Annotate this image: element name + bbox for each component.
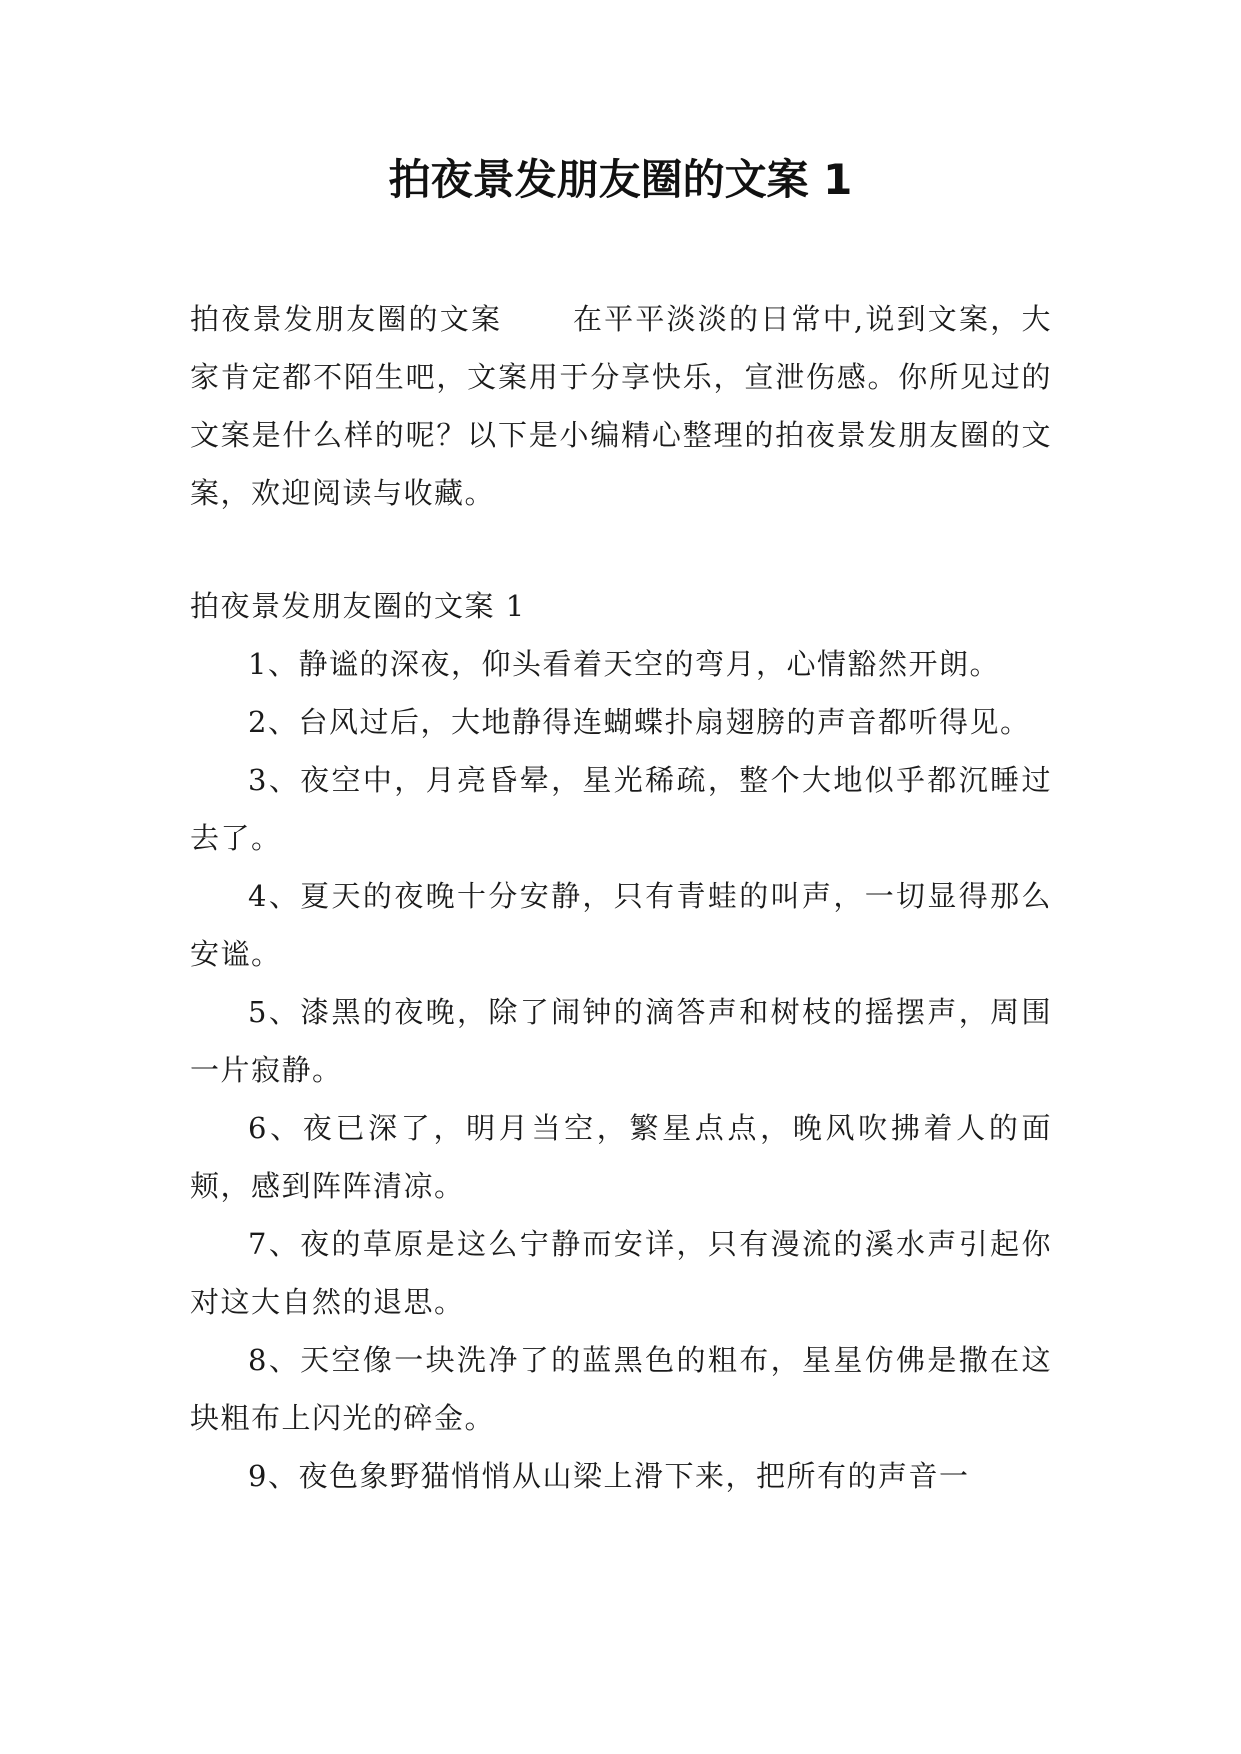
intro-body: 在平平淡淡的日常中,说到文案，大家肯定都不陌生吧，文案用于分享快乐，宣泄伤感。你所见过的文案是什么样的呢？以下是小编精心整理的拍夜景发朋友圈的文案，欢迎阅读与收藏。 [190,302,1052,510]
list-item: 1、静谧的深夜，仰头看着天空的弯月，心情豁然开朗。 [248,647,1000,681]
list-item: 8、天空像一块洗净了的蓝黑色的粗布，星星仿佛是撒在这块粗布上闪光的碎金。 [190,1343,1052,1435]
list-item: 2、台风过后，大地静得连蝴蝶扑扇翅膀的声音都听得见。 [248,705,1031,739]
list-item: 9、夜色象野猫悄悄从山梁上滑下来，把所有的声音一 [248,1459,970,1493]
section-heading: 拍夜景发朋友圈的文案 1 [190,589,526,623]
document-title: 拍夜景发朋友圈的文案 1 [388,155,853,204]
intro-paragraph [190,290,1052,522]
list-item: 5、漆黑的夜晚，除了闹钟的滴答声和树枝的摇摆声，周围一片寂静。 [190,995,1052,1087]
list-item: 3、夜空中，月亮昏晕，星光稀疏，整个大地似乎都沉睡过去了。 [190,763,1052,855]
list-item: 4、夏天的夜晚十分安静，只有青蛙的叫声，一切显得那么安谧。 [190,879,1052,971]
list-item: 7、夜的草原是这么宁静而安详，只有漫流的溪水声引起你对这大自然的退思。 [190,1227,1052,1319]
list-item: 6、夜已深了，明月当空，繁星点点，晚风吹拂着人的面颊，感到阵阵清凉。 [190,1111,1052,1203]
intro-lead: 拍夜景发朋友圈的文案 [190,302,503,336]
document-body [190,290,1052,1505]
